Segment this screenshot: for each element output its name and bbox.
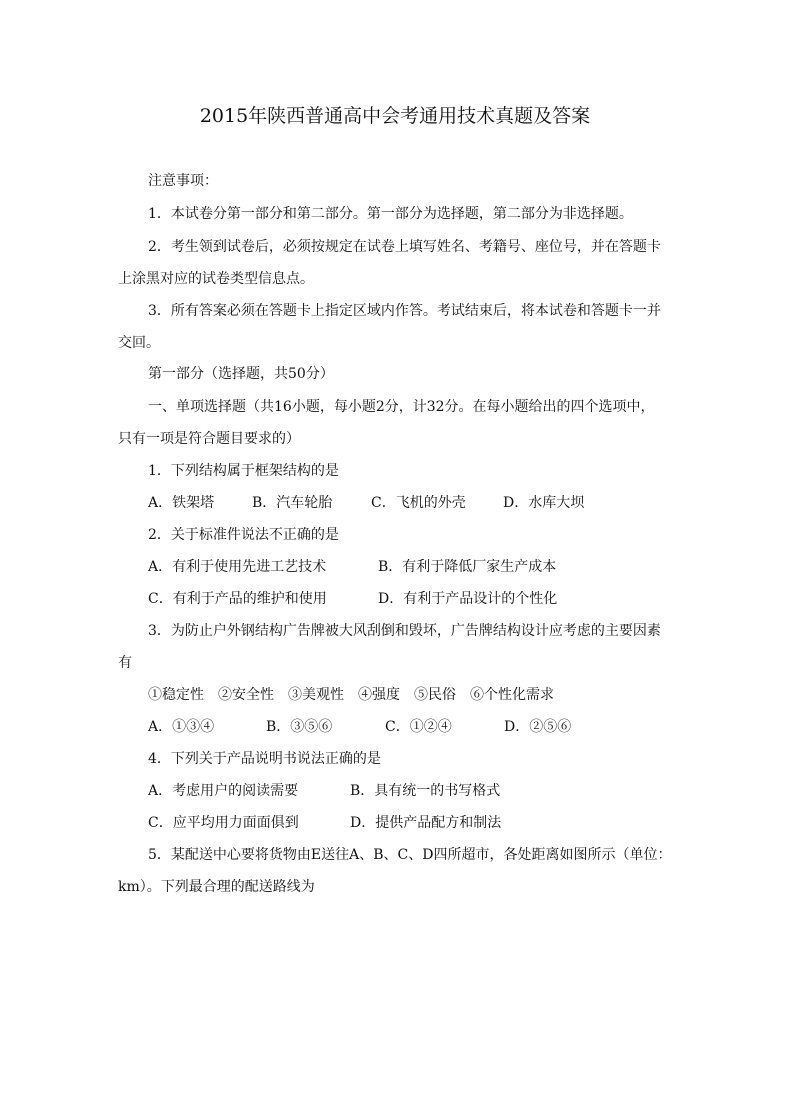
question-1-option-b: B．汽车轮胎 [252, 495, 333, 511]
question-3-option-d: D．②⑤⑥ [504, 719, 572, 735]
question-2-options-row-1 [0, 557, 790, 577]
notice-item-3-line-1: 3．所有答案必须在答题卡上指定区域内作答。考试结束后，将本试卷和答题卡一并 [148, 303, 661, 319]
section-heading-line-2: 只有一项是符合题目要求的） [118, 431, 300, 447]
question-3-options [0, 717, 790, 737]
question-4-option-c: C．应平均用力面面俱到 [148, 815, 299, 831]
page-title: 2015年陕西普通高中会考通用技术真题及答案 [199, 105, 591, 127]
question-3-option-c: C．①②④ [385, 719, 452, 735]
notice-item-2-line-2: 上涂黑对应的试卷类型信息点。 [118, 271, 314, 287]
question-1-options [0, 493, 790, 513]
notice-heading: 注意事项： [148, 173, 218, 189]
question-4-option-d: D．提供产品配方和制法 [350, 815, 502, 831]
question-5-stem-line-2: km）。下列最合理的配送路线为 [118, 879, 315, 895]
notice-item-2-line-1: 2．考生领到试卷后，必须按规定在试卷上填写姓名、考籍号、座位号，并在答题卡 [148, 239, 661, 255]
notice-item-1: 1．本试卷分第一部分和第二部分。第一部分为选择题，第二部分为非选择题。 [148, 206, 633, 222]
question-1-stem: 1．下列结构属于框架结构的是 [148, 463, 339, 479]
question-4-option-a: A．考虑用户的阅读需要 [148, 783, 299, 799]
question-2-option-d: D．有利于产品设计的个性化 [378, 591, 558, 607]
question-3-factors: ①稳定性 ②安全性 ③美观性 ④强度 ⑤民俗 ⑥个性化需求 [148, 687, 554, 703]
question-3-option-a: A．①③④ [148, 719, 215, 735]
question-2-options-row-2 [0, 589, 790, 609]
question-2-option-b: B．有利于降低厂家生产成本 [378, 559, 557, 575]
question-4-stem: 4．下列关于产品说明书说法正确的是 [148, 751, 381, 767]
question-5-stem-line-1: 5．某配送中心要将货物由E送往A、B、C、D四所超市，各处距离如图所示（单位： [148, 847, 672, 863]
question-4-options-row-2 [0, 813, 790, 833]
notice-item-3-line-2: 交回。 [118, 335, 160, 351]
question-3-stem-line-2: 有 [118, 655, 132, 671]
question-3-option-b: B．③⑤⑥ [266, 719, 333, 735]
question-1-option-c: C．飞机的外壳 [371, 495, 466, 511]
question-2-option-a: A．有利于使用先进工艺技术 [148, 559, 327, 575]
question-3-stem-line-1: 3．为防止户外钢结构广告牌被大风刮倒和毁坏，广告牌结构设计应考虑的主要因素 [148, 623, 661, 639]
part1-heading: 第一部分（选择题，共50分） [148, 366, 334, 382]
section-heading-line-1: 一、单项选择题（共16小题，每小题2分，计32分。在每小题给出的四个选项中， [148, 399, 655, 415]
question-1-option-a: A．铁架塔 [148, 495, 215, 511]
question-4-option-b: B．具有统一的书写格式 [350, 783, 501, 799]
question-4-options-row-1 [0, 781, 790, 801]
question-2-stem: 2．关于标准件说法不正确的是 [148, 527, 339, 543]
question-2-option-c: C．有利于产品的维护和使用 [148, 591, 327, 607]
question-1-option-d: D．水库大坝 [503, 495, 585, 511]
